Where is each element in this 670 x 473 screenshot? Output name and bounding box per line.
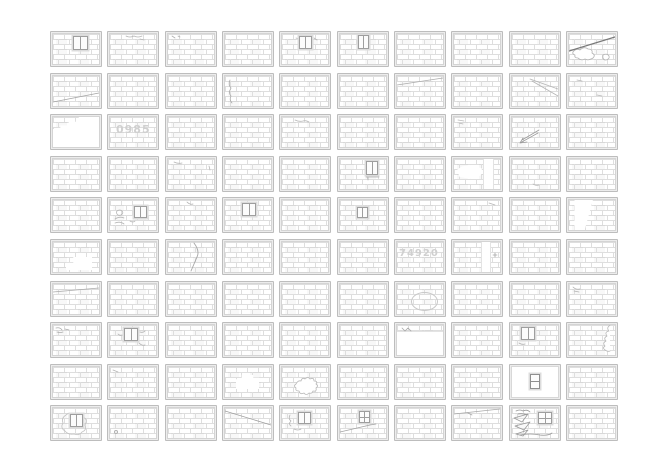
thumbnail-cell (394, 322, 446, 358)
brick-wall-image (282, 159, 328, 189)
brick-wall-image (282, 242, 328, 272)
brick-wall-image (397, 325, 443, 355)
crack-marks-overlay (225, 76, 271, 106)
thumbnail-cell (222, 239, 274, 275)
thumbnail-cell (222, 73, 274, 109)
brick-wall-image (282, 76, 328, 106)
thumbnail-cell (509, 156, 561, 192)
window-pane (141, 207, 146, 217)
thumbnail-cell (107, 239, 159, 275)
thumbnail-cell (50, 281, 102, 317)
window-pane (359, 36, 363, 48)
crack-marks-overlay (569, 76, 615, 106)
brick-wall-image (282, 325, 328, 355)
brick-wall-image (454, 34, 500, 64)
brick-wall-image (340, 242, 386, 272)
thumbnail-cell (337, 197, 389, 233)
brick-wall-image (225, 242, 271, 272)
crack-marks-overlay (225, 408, 271, 438)
brick-wall-image (53, 34, 99, 64)
brick-wall-image (282, 200, 328, 230)
window-pane (539, 413, 545, 418)
brick-wall-image (397, 242, 443, 272)
thumbnail-cell (107, 73, 159, 109)
thumbnail-cell (451, 197, 503, 233)
thumbnail-cell (394, 281, 446, 317)
crack-marks-overlay (397, 325, 443, 355)
thumbnail-cell (337, 322, 389, 358)
damage-patch (66, 257, 92, 270)
thumbnail-cell (509, 364, 561, 400)
brick-wall-image (512, 200, 558, 230)
thumbnail-cell (107, 197, 159, 233)
crack-marks-overlay (340, 159, 386, 189)
crack-marks-overlay (512, 159, 558, 189)
brick-wall-image (454, 242, 500, 272)
brick-wall-image (225, 367, 271, 397)
crack-marks-overlay (454, 200, 500, 230)
window-pane (531, 382, 539, 388)
brick-wall-image (168, 242, 214, 272)
window-pane (243, 204, 249, 215)
damage-patch (569, 200, 615, 230)
brick-wall-image (168, 325, 214, 355)
brick-wall-image (397, 408, 443, 438)
thumbnail-cell (279, 197, 331, 233)
thumbnail-cell (222, 281, 274, 317)
thumbnail-cell (509, 405, 561, 441)
thumbnail-cell (509, 281, 561, 317)
brick-wall-image (282, 367, 328, 397)
crack-marks-overlay (110, 325, 156, 355)
damage-patch (236, 375, 259, 389)
crack-marks-overlay (397, 76, 443, 106)
brick-wall-image (340, 34, 386, 64)
thumbnail-cell (165, 281, 217, 317)
brick-wall-image (397, 34, 443, 64)
brick-wall-image (225, 34, 271, 64)
window-pane (546, 419, 552, 424)
brick-wall-image (512, 284, 558, 314)
brick-wall-image (512, 117, 558, 147)
thumbnail-cell (394, 73, 446, 109)
brick-wall-image (168, 200, 214, 230)
brick-wall-image (340, 367, 386, 397)
window-pane (300, 37, 305, 48)
brick-wall-image (397, 367, 443, 397)
brick-wall-image (512, 325, 558, 355)
thumbnail-cell (566, 114, 618, 150)
brick-wall-image (168, 34, 214, 64)
window-feature (70, 414, 83, 427)
crack-marks-overlay (512, 76, 558, 106)
thumbnail-cell (50, 156, 102, 192)
thumbnail-cell (337, 31, 389, 67)
brick-wall-image (397, 284, 443, 314)
brick-wall-image (168, 117, 214, 147)
thumbnail-cell (279, 281, 331, 317)
brick-wall-image (53, 284, 99, 314)
thumbnail-cell (394, 364, 446, 400)
brick-wall-image (110, 325, 156, 355)
thumbnail-cell (50, 114, 102, 150)
thumbnail-cell (509, 73, 561, 109)
thumbnail-cell (50, 73, 102, 109)
thumbnail-cell (50, 364, 102, 400)
thumbnail-cell (509, 114, 561, 150)
thumbnail-cell (165, 73, 217, 109)
brick-wall-image (53, 200, 99, 230)
crack-marks-overlay (340, 408, 386, 438)
thumbnail-cell (451, 156, 503, 192)
brick-wall-image (569, 408, 615, 438)
brick-wall-image (454, 159, 500, 189)
circle-mark (411, 292, 438, 311)
thumbnail-cell (566, 31, 618, 67)
thumbnail-cell (165, 31, 217, 67)
thumbnail-cell (50, 405, 102, 441)
crack-marks-overlay (282, 408, 328, 438)
brick-wall-image (512, 159, 558, 189)
brick-wall-image (282, 408, 328, 438)
thumbnail-cell (222, 364, 274, 400)
brick-wall-image (168, 408, 214, 438)
thumbnail-cell (222, 114, 274, 150)
thumbnail-cell (451, 322, 503, 358)
brick-wall-image (225, 159, 271, 189)
thumbnail-cell (279, 31, 331, 67)
thumbnail-cell (279, 73, 331, 109)
brick-wall-image (225, 284, 271, 314)
crack-marks-overlay (569, 284, 615, 314)
thumbnail-cell (279, 364, 331, 400)
brick-wall-image (569, 159, 615, 189)
thumbnail-cell (107, 281, 159, 317)
brick-wall-image (569, 117, 615, 147)
window-pane (363, 208, 367, 217)
thumbnail-cell (165, 322, 217, 358)
brick-wall-image (53, 408, 99, 438)
window-feature (358, 35, 369, 49)
brick-wall-image (225, 325, 271, 355)
brick-wall-image (168, 159, 214, 189)
thumbnail-cell (50, 31, 102, 67)
brick-wall-image (53, 367, 99, 397)
thumbnail-cell (279, 405, 331, 441)
thumbnail-cell (165, 239, 217, 275)
brick-wall-image (110, 242, 156, 272)
window-feature (530, 374, 540, 389)
window-feature (73, 36, 88, 50)
brick-wall-image (110, 284, 156, 314)
brick-wall-image (110, 200, 156, 230)
window-feature (357, 207, 368, 218)
window-pane (74, 37, 80, 49)
crack-marks-overlay (168, 159, 214, 189)
thumbnail-cell (50, 197, 102, 233)
thumbnail-cell (451, 114, 503, 150)
thumbnail-cell (337, 73, 389, 109)
brick-wall-image (168, 76, 214, 106)
window-feature (242, 203, 256, 216)
brick-wall-image (340, 117, 386, 147)
brick-wall-image (512, 34, 558, 64)
brick-wall-image (225, 200, 271, 230)
window-feature (538, 412, 552, 424)
brick-wall-image (168, 367, 214, 397)
thumbnail-cell (566, 197, 618, 233)
thumbnail-cell (394, 31, 446, 67)
crack-marks-overlay (569, 34, 615, 64)
brick-wall-image (397, 117, 443, 147)
thumbnail-cell (222, 31, 274, 67)
thumbnail-cell (566, 322, 618, 358)
thumbnail-cell (107, 364, 159, 400)
thumbnail-cell (50, 239, 102, 275)
brick-wall-image (282, 284, 328, 314)
thumbnail-cell (165, 197, 217, 233)
crack-marks-overlay (53, 284, 99, 314)
thumbnail-cell (222, 156, 274, 192)
thumbnail-cell (394, 114, 446, 150)
thumbnail-cell (337, 239, 389, 275)
brick-wall-image (569, 76, 615, 106)
thumbnail-cell (337, 156, 389, 192)
thumbnail-cell (337, 114, 389, 150)
thumbnail-cell (451, 31, 503, 67)
brick-wall-image (512, 76, 558, 106)
brick-wall-image (569, 325, 615, 355)
brick-wall-image (340, 200, 386, 230)
thumbnail-cell (451, 73, 503, 109)
brick-wall-image (168, 284, 214, 314)
brick-wall-image (454, 408, 500, 438)
thumbnail-cell (451, 405, 503, 441)
window-pane (364, 36, 368, 48)
thumbnail-cell (509, 31, 561, 67)
thumbnail-cell (566, 239, 618, 275)
thumbnail-cell (394, 405, 446, 441)
window-pane (306, 37, 311, 48)
thumbnail-cell (337, 405, 389, 441)
thumbnail-cell (279, 322, 331, 358)
window-pane (71, 415, 76, 426)
brick-wall-image (110, 117, 156, 147)
brick-wall-image (110, 408, 156, 438)
thumbnail-cell (50, 322, 102, 358)
circle-mark (114, 430, 118, 434)
brick-wall-image (569, 242, 615, 272)
damage-patch (53, 117, 99, 147)
thumbnail-cell (451, 239, 503, 275)
brick-wall-image (454, 325, 500, 355)
brick-wall-image (340, 76, 386, 106)
crack-marks-overlay (282, 367, 328, 397)
brick-wall-image (282, 34, 328, 64)
window-feature (299, 36, 312, 49)
brick-wall-image (53, 117, 99, 147)
brick-wall-image (225, 76, 271, 106)
brick-wall-image (397, 200, 443, 230)
crack-marks-overlay (53, 325, 99, 355)
damage-patch (457, 165, 482, 179)
crack-marks-overlay (168, 242, 214, 272)
window-pane (539, 419, 545, 424)
brick-wall-image (569, 284, 615, 314)
thumbnail-cell (107, 31, 159, 67)
thumbnail-cell (337, 364, 389, 400)
brick-wall-image (454, 117, 500, 147)
crack-marks-overlay (168, 200, 214, 230)
brick-wall-image (225, 117, 271, 147)
thumbnail-cell (394, 239, 446, 275)
brick-wall-image (53, 242, 99, 272)
thumbnail-cell (566, 364, 618, 400)
crack-marks-overlay (110, 200, 156, 230)
brick-wall-image (454, 76, 500, 106)
brick-wall-image (340, 159, 386, 189)
thumbnail-cell (222, 322, 274, 358)
crack-marks-overlay (512, 325, 558, 355)
thumbnail-cell (509, 197, 561, 233)
window-pane (81, 37, 87, 49)
thumbnail-cell (165, 114, 217, 150)
brick-wall-image (569, 367, 615, 397)
brick-wall-image (53, 76, 99, 106)
brick-wall-image (110, 34, 156, 64)
damage-patch (484, 159, 493, 189)
brick-wall-image (110, 159, 156, 189)
thumbnail-cell (566, 73, 618, 109)
thumbnail-cell (279, 239, 331, 275)
brick-wall-image (225, 408, 271, 438)
crack-marks-overlay (512, 117, 558, 147)
brick-wall-image (569, 200, 615, 230)
thumbnail-cell (165, 364, 217, 400)
crack-marks-overlay (454, 117, 500, 147)
brick-wall-image (110, 76, 156, 106)
crack-marks-overlay (282, 117, 328, 147)
brick-wall-image (110, 367, 156, 397)
window-pane (531, 375, 539, 381)
brick-wall-image (512, 242, 558, 272)
thumbnail-cell (451, 281, 503, 317)
brick-wall-image (512, 408, 558, 438)
crack-marks-overlay (110, 367, 156, 397)
thumbnail-cell (107, 322, 159, 358)
crack-marks-overlay (454, 408, 500, 438)
window-pane (135, 207, 140, 217)
brick-wall-image (340, 408, 386, 438)
window-feature (134, 206, 147, 218)
crack-marks-overlay (454, 242, 500, 272)
brick-wall-image (53, 159, 99, 189)
thumbnail-cell (279, 114, 331, 150)
window-pane (77, 415, 82, 426)
crack-marks-overlay (569, 325, 615, 355)
thumbnail-cell (107, 405, 159, 441)
thumbnail-cell (394, 156, 446, 192)
thumbnail-cell (107, 156, 159, 192)
graffiti-text: 0985 (116, 123, 151, 136)
thumbnail-cell (566, 281, 618, 317)
thumbnail-cell (165, 156, 217, 192)
brick-wall-image (340, 325, 386, 355)
brick-wall-image (454, 284, 500, 314)
thumbnail-cell (451, 364, 503, 400)
thumbnail-cell (165, 405, 217, 441)
thumbnail-cell (222, 197, 274, 233)
thumbnail-cell (222, 405, 274, 441)
thumbnail-cell (394, 197, 446, 233)
brick-wall-image (397, 76, 443, 106)
brick-wall-image (454, 200, 500, 230)
thumbnail-cell (566, 405, 618, 441)
thumbnail-cell (509, 322, 561, 358)
window-pane (546, 413, 552, 418)
crack-marks-overlay (53, 76, 99, 106)
brick-wall-image (282, 117, 328, 147)
crack-marks-overlay (110, 34, 156, 64)
window-pane (358, 208, 362, 217)
brick-wall-image (454, 367, 500, 397)
brick-wall-image (53, 325, 99, 355)
window-pane (250, 204, 256, 215)
thumbnail-cell (337, 281, 389, 317)
brick-wall-image (397, 159, 443, 189)
graffiti-text: 74920 (399, 248, 439, 259)
thumbnail-cell (279, 156, 331, 192)
thumbnail-cell (566, 156, 618, 192)
brick-wall-image (569, 34, 615, 64)
brick-wall-image (512, 367, 558, 397)
thumbnail-cell (509, 239, 561, 275)
thumbnail-cell (107, 114, 159, 150)
crack-marks-overlay (168, 34, 214, 64)
brick-wall-image (340, 284, 386, 314)
